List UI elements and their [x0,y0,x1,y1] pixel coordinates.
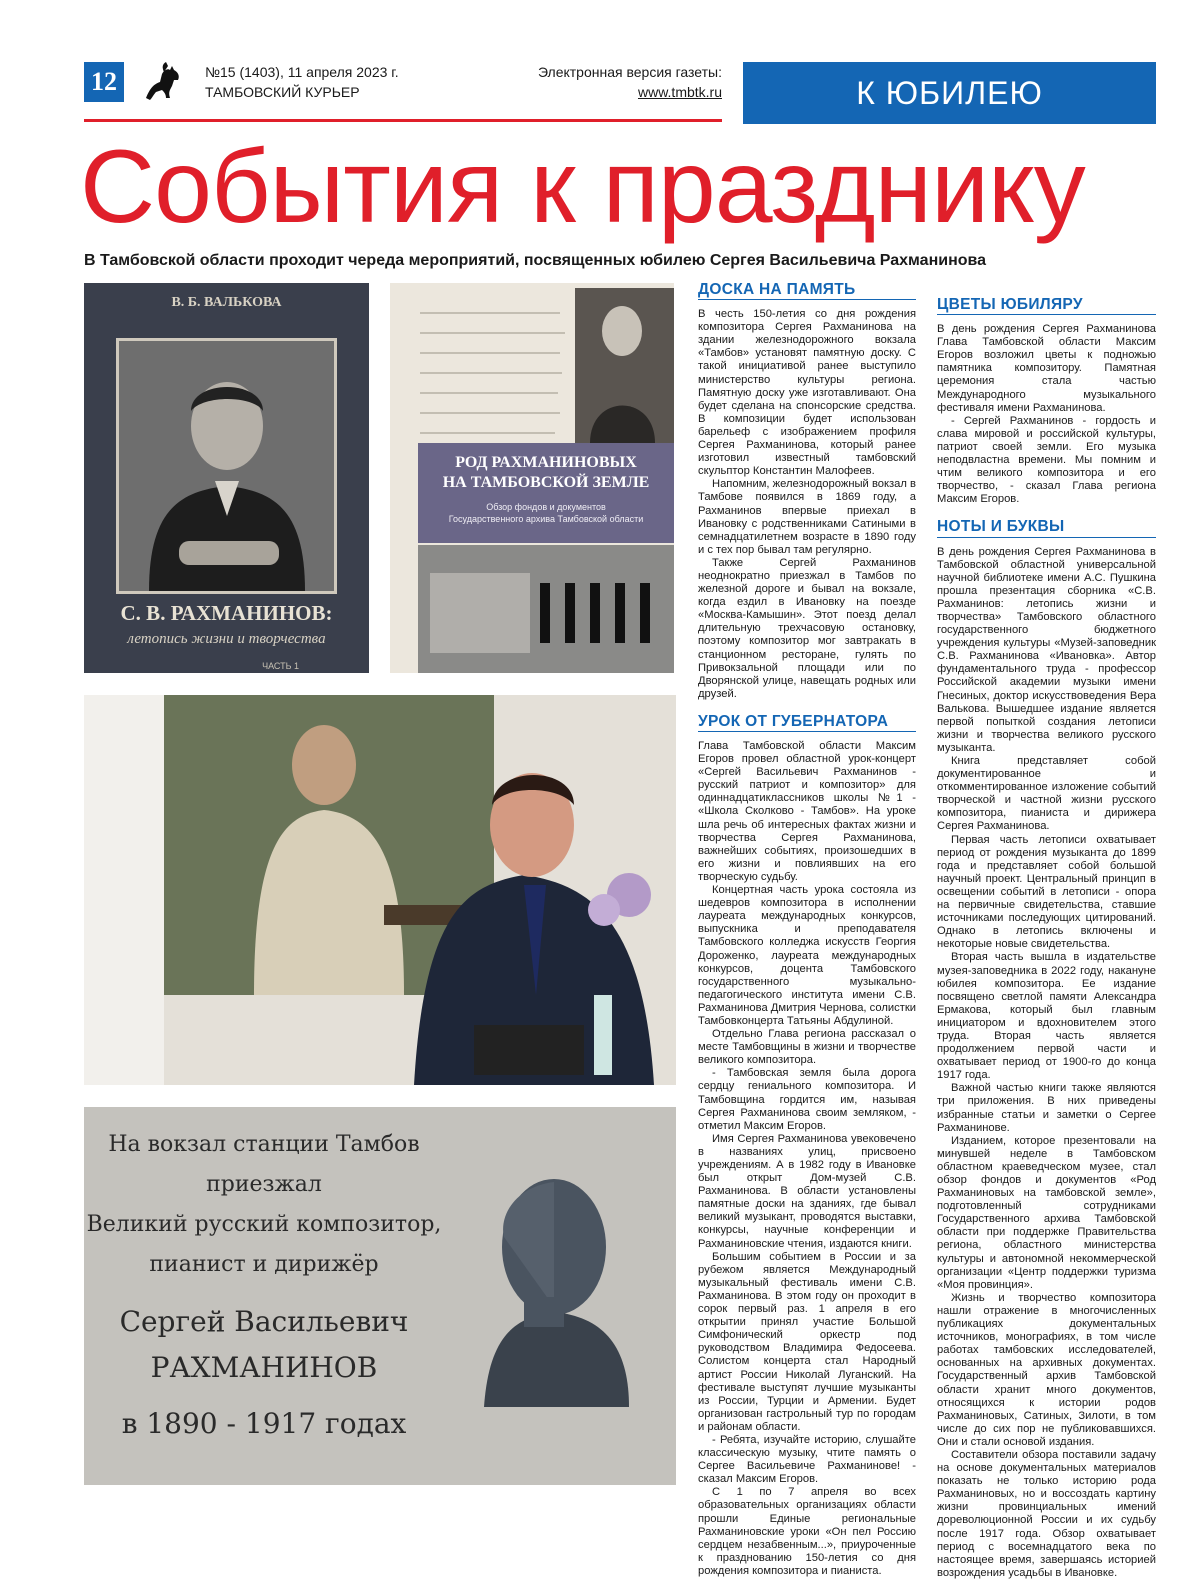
portrait-frame [116,338,337,594]
electronic-version [520,62,722,102]
section-title-urok: УРОК ОТ ГУБЕРНАТОРА [698,715,916,732]
page-subtitle: В Тамбовской области проходит череда мероприятий, посвященных юбилею Сергея Васильевича Рахманинова [84,252,987,269]
paragraph: В честь 150-летия со дня рождения композитора Сергея Рахманинова на здании железнодорожного вокзала «Тамбов» установят памятную доску. С такой инициативой ранее выступило министерство культуры региона. Памятную доску уже изготавливают. Она будет сделана на спонсорские средства. В композиции будет использован барельеф с изображением профиля Сергея Рахманинова, который ранее изготовил известный тамбовский скульптор Константин Малофеев. [698,308,916,478]
paragraph: Составители обзора поставили задачу на основе документальных материалов показать не только историю рода Рахманиновых, но и воссоздать картину жизни провинциальных имений дореволюционной России и их судьбу после 1917 года. Обзор охватывает период с восемнадцатого века по настоящее время, завершаясь историей возрождения усадьбы в Ивановке. [937,1448,1156,1579]
plaque-text [84,1125,444,1447]
book-cover-valkova [84,283,369,673]
section-title-doska: ДОСКА НА ПАМЯТЬ [698,283,916,300]
governor-with-portrait-icon [84,695,676,1085]
issue-info [205,62,399,102]
book-author: В. Б. ВАЛЬКОВА [171,295,282,310]
site-link[interactable]: www.tmbtk.ru [637,84,722,100]
paragraph: Концертная часть урока состояла из шедевров композитора в исполнении лауреата международных конкурсов, выпускника и преподавателя Тамбовского колледжа искусств Георгия Дороженко, лауреата международных конкурсов, доцента Тамбовского государственного музыкально-педагогического института имени С.В. Рахманинова Дмитрия Чернова, солистки Тамбовконцерта Татьяны Абдулиной. [698,884,916,1027]
plaque-name2: РАХМАНИНОВ [150,1351,378,1384]
article-column-2 [937,298,1156,1580]
plaque-line1: На вокзал станции Тамбов [108,1132,420,1157]
section-title-cvety: ЦВЕТЫ ЮБИЛЯРУ [937,298,1156,315]
paragraph: С 1 по 7 апреля во всех образовательных организациях области прошли Единые региональные Рахманиновские уроки «Он пел Россию сердцем незабвенным...», приуроченные к празднованию 150-летия со дня рождения композитора и пианиста. [698,1486,916,1577]
horse-rider-logo-icon [140,58,188,106]
paragraph: - Сергей Рахманинов - гордость и слава мировой и российской культуры, патриот своей земли. Его музыка неподвластна времени. Мы помним и чтим великого композитора и его творчество, - сказал Глава региона Максим Егоров. [937,414,1156,506]
composer-portrait-icon [119,341,334,591]
paragraph: Глава Тамбовской области Максим Егоров провел областной урок-концерт «Сергей Васильевич Рахманинов - русский патриот и композитор» для одиннадцатиклассников школы №1 - «Школа Сколково - Тамбов». На уроке шла речь об интересных фактах жизни и творчества Сергея Рахманинова, важнейших событиях, произошедших в его жизни и повлиявших на его творческую судьбу. [698,740,916,883]
paragraph: Важной частью книги также являются три приложения. В них приведены избранные статьи и заметки о Сергее Рахманинове. [937,1082,1156,1134]
book-part: ЧАСТЬ 1 [262,661,299,671]
book2-sub-line1: Обзор фондов и документов [486,502,606,512]
paragraph: Также Сергей Рахманинов неоднократно приезжал в Тамбов по железной дороге и бывал на вокзале, когда ездил в Ивановку на поезде «Москва-Камышин». Этот поезд делал длительную трехчасовую остановку, поэтому композитор мог завтракать в станционном ресторане, гулять по Привокзальной площади или по Дворянской улице, навещать родных или друзей. [698,556,916,700]
paragraph: Вторая часть вышла в издательстве музея-заповедника в 2022 году, накануне юбилея композитора. Ее издание посвящено светлой памяти Александра Ермакова, который был главным инициатором и вдохновителем этого труда. Вторая часть является продолжением первой части и охватывает период от 1900-го до конца 1917 года. [937,951,1156,1082]
book2-title [418,453,674,493]
paragraph: Отдельно Глава региона рассказал о месте Тамбовщины в жизни и творчестве великого композитора. [698,1028,916,1067]
paragraph: Большим событием в России и за рубежом является Международный музыкальный фестиваль имени С.В. Рахманинова. В этом году он проходит в сорок первый раз. 1 апреля в его открытии принял участие Большой Симфонический оркестр под руководством Владимира Федосеева. Солистом концерта стал Народный артист России Николай Луганский. На фестивале выступят лучшие музыканты из России, Турции и Армении. Будет организован гастрольный тур по городам и районам области. [698,1250,916,1433]
page-headline: События к празднику [80,129,1085,245]
paragraph: Имя Сергея Рахманинова увековечено в названиях улиц, присвоено учреждениям. А в 1982 году в Ивановке был открыт Дом-музей С.В. Рахманинова. В области установлены памятные доски на зданиях, где бывал великий музыкант, проводятся выставки, конкурсы, научные конференции и Рахманиновские чтения, издаются книги. [698,1132,916,1250]
page-number: 12 [84,62,124,102]
edition-label: Электронная версия газеты: [537,64,722,80]
header-divider [84,119,722,122]
book-cover-rod-rahmaninovyh [390,283,674,673]
paragraph: Напомним, железнодорожный вокзал в Тамбове появился в 1869 году, а Рахманинов впервые приехал в Ивановку с родственниками Сатиными в семнадцатилетнем возрасте в 1890 году и с тех пор бывал там регулярно. [698,478,916,556]
paragraph: Книга представляет собой документированное и откомментированное изложение событий творческой и частной жизни русского композитора, пианиста и дирижера Сергея Рахманинова. [937,755,1156,833]
article-column-1 [698,283,916,1578]
issue-number: №15 (1403), 11 апреля 2023 г. [205,64,399,80]
book2-subtitle [418,501,674,525]
plaque-line3: Великий русский композитор, [86,1212,442,1237]
book2-sub-line2: Государственного архива Тамбовской области [448,514,644,524]
governor-photo [84,695,676,1085]
paragraph: Первая часть летописи охватывает период от рождения музыканта до 1899 года и представляет собой большой научный проект. Центральный принцип в освещении событий в летописи - опора на первичные свидетельства, ставшие источниками последующих цитирований. Однако в летопись включены и некоторые новые свидетельства. [937,833,1156,951]
paragraph: - Тамбовская земля была дорога сердцу гениального композитора. И Тамбовщина гордится им, называя Сергея Рахманинова своим земляком, - отметил Максим Егоров. [698,1067,916,1132]
book2-title-line1: РОД РАХМАНИНОВЫХ [455,454,637,471]
rubric-badge: К ЮБИЛЕЮ [743,62,1156,124]
book2-title-line2: НА ТАМБОВСКОЙ ЗЕМЛЕ [442,474,650,491]
memorial-plaque-photo [84,1107,676,1485]
paragraph: В день рождения Сергея Рахманинова в Тамбовской областной универсальной научной библиотеке имени А.С. Пушкина прошла презентация сборника «С.В. Рахманинов: летопись жизни и творчества» Тамбовского областного государственного бюджетного учреждения культуры «Музей-заповедник С.В. Рахманинова «Ивановка». Автор фундаментального труда - профессор Российской академии музыки имени Гнесиных, доктор искусствоведения Вера Валькова. Вышедшее издание является первой попыткой создания летописи жизни и творчества великого русского музыканта. [937,545,1156,754]
book-title: С. В. РАХМАНИНОВ: [120,601,333,625]
plaque-line4: пианист и дирижёр [149,1252,379,1277]
paragraph: В день рождения Сергея Рахманинова Глава Тамбовской области Максим Егоров возложил цветы к подножью памятника композитору. Памятная церемония стала частью Международного музыкального фестиваля имени Рахманинова. [937,323,1156,414]
section-title-noty: НОТЫ И БУКВЫ [937,520,1156,537]
paragraph: Изданием, которое презентовали на минувшей неделе в Тамбовском областном краеведческом музее, стал обзор фондов и документов «Род Рахманиновых на тамбовской земле», подготовленный сотрудниками Государственного архива Тамбовской области при поддержке Правительства региона, областного министерства культуры и автономной некоммерческой организации «Центр поддержки туризма «Моя провинция». [937,1134,1156,1291]
paragraph: Жизнь и творчество композитора нашли отражение в многочисленных публикациях документальных источников, монографиях, в том числе работах тамбовских исследователей, основанных на архивных документах. Государственный архив Тамбовской области хранит много документов, относящихся к истории родов Рахманиновых, Сатиных, Зилоти, в том числе до сих пор не публиковавшихся. Они и стали основой издания. [937,1291,1156,1448]
paragraph: - Ребята, изучайте историю, слушайте классическую музыку, чтите память о Сергее Васильевиче Рахманинове! - сказал Максим Егоров. [698,1433,916,1486]
paper-name: ТАМБОВСКИЙ КУРЬЕР [205,84,360,100]
book-subtitle: летопись жизни и творчества [127,631,326,647]
plaque-line2: приезжал [206,1172,322,1197]
plaque-years: в 1890 - 1917 годах [121,1407,407,1440]
plaque-name1: Сергей Васильевич [119,1305,409,1338]
